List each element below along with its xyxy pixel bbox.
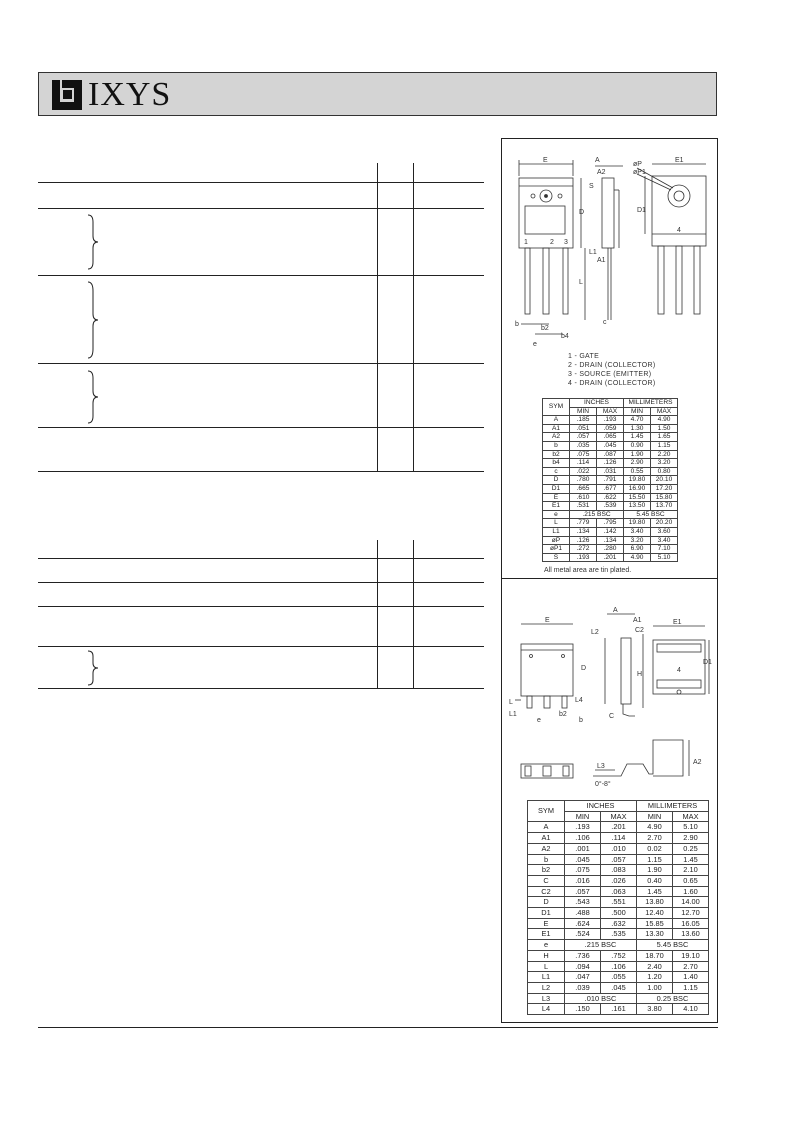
value-cell: .531	[570, 502, 597, 511]
package1-outline-drawing	[505, 150, 715, 350]
value-cell: 2.90	[673, 833, 709, 844]
value-cell: .134	[597, 536, 624, 545]
value-cell: 17.20	[651, 484, 678, 493]
min-max-header: MIN	[570, 407, 597, 416]
value-cell: 1.40	[673, 972, 709, 983]
brace-icon	[86, 370, 100, 424]
dim-e: e	[533, 341, 537, 348]
value-cell: 4.90	[624, 553, 651, 562]
value-cell: .185	[570, 416, 597, 425]
table-row	[543, 545, 678, 554]
sym-cell: L1	[543, 527, 570, 536]
table-row	[528, 940, 709, 951]
value-cell: 1.45	[673, 854, 709, 865]
value-cell: .051	[570, 424, 597, 433]
dim-L2: L2	[591, 629, 599, 636]
value-cell: .193	[565, 822, 601, 833]
value-cell: 4.70	[624, 416, 651, 425]
value-cell: 1.45	[637, 886, 673, 897]
table-row	[543, 519, 678, 528]
value-cell: .779	[570, 519, 597, 528]
value-cell: .094	[565, 961, 601, 972]
value-cell: .539	[597, 502, 624, 511]
sym-header: SYM	[528, 801, 565, 822]
bsc-value-cell: .215 BSC	[565, 940, 637, 951]
unit-group-header: MILLIMETERS	[637, 801, 709, 812]
sym-cell: e	[528, 940, 565, 951]
min-max-header: MAX	[651, 407, 678, 416]
value-cell: 13.30	[637, 929, 673, 940]
value-cell: .551	[601, 897, 637, 908]
table-header-row	[543, 399, 678, 408]
value-cell: 1.15	[637, 854, 673, 865]
table-row	[528, 972, 709, 983]
table-row	[528, 961, 709, 972]
value-cell: .001	[565, 843, 601, 854]
sym-cell: D1	[528, 908, 565, 919]
value-cell: 15.85	[637, 918, 673, 929]
ixys-logo-mark-icon	[52, 80, 82, 110]
value-cell: .075	[565, 865, 601, 876]
dim-A1: A1	[597, 257, 606, 264]
value-cell: 3.20	[624, 536, 651, 545]
value-cell: 3.80	[637, 1004, 673, 1015]
value-cell: .106	[565, 833, 601, 844]
value-cell: 7.10	[651, 545, 678, 554]
table-row	[528, 929, 709, 940]
dim-A2: A2	[693, 759, 702, 766]
sym-cell: A1	[528, 833, 565, 844]
value-cell: .780	[570, 476, 597, 485]
value-cell: 2.70	[673, 961, 709, 972]
brace-icon	[86, 214, 100, 270]
ixys-logo	[52, 78, 171, 112]
value-cell: .632	[601, 918, 637, 929]
table-row	[543, 459, 678, 468]
bsc-value-cell: 5.45 BSC	[637, 940, 709, 951]
value-cell: .016	[565, 875, 601, 886]
value-cell: 1.45	[624, 433, 651, 442]
table-row	[543, 424, 678, 433]
value-cell: 0.25	[673, 843, 709, 854]
value-cell: .665	[570, 484, 597, 493]
dim-A: A	[595, 157, 600, 164]
value-cell: .039	[565, 982, 601, 993]
sym-cell: b2	[528, 865, 565, 876]
value-cell: .677	[597, 484, 624, 493]
value-cell: .026	[601, 875, 637, 886]
dim-phiP1: øP1	[633, 169, 646, 176]
dim-L3: L3	[597, 763, 605, 770]
value-cell: .524	[565, 929, 601, 940]
pin-legend-item: 4 - DRAIN (COLLECTOR)	[568, 380, 656, 387]
value-cell: .142	[597, 527, 624, 536]
value-cell: .201	[601, 822, 637, 833]
dim-angle: 0°-8°	[595, 781, 611, 788]
sym-cell: H	[528, 950, 565, 961]
value-cell: 19.80	[624, 476, 651, 485]
bsc-value-cell: 5.45 BSC	[624, 510, 678, 519]
pin-4-label: 4	[677, 667, 681, 674]
value-cell: 1.30	[624, 424, 651, 433]
table-row	[543, 416, 678, 425]
dim-L: L	[509, 699, 513, 706]
table-row	[528, 982, 709, 993]
table-row	[543, 433, 678, 442]
bsc-value-cell: .010 BSC	[565, 993, 637, 1004]
value-cell: .057	[601, 854, 637, 865]
min-max-header: MAX	[673, 811, 709, 822]
value-cell: 1.60	[673, 886, 709, 897]
dim-E1: E1	[673, 619, 682, 626]
dim-b2: b2	[541, 325, 549, 332]
min-max-header: MAX	[601, 811, 637, 822]
value-cell: .161	[601, 1004, 637, 1015]
brand-name: IXYS	[88, 76, 172, 113]
value-cell: .031	[597, 467, 624, 476]
dim-C: C	[609, 713, 615, 720]
sym-cell: c	[543, 467, 570, 476]
value-cell: 0.90	[624, 441, 651, 450]
table-row	[543, 553, 678, 562]
sym-cell: b	[543, 441, 570, 450]
pin-legend-item: 2 - DRAIN (COLLECTOR)	[568, 362, 656, 369]
plating-note: All metal area are tin plated.	[544, 567, 632, 574]
dim-A1: A1	[633, 617, 642, 624]
value-cell: .610	[570, 493, 597, 502]
value-cell: 16.90	[624, 484, 651, 493]
sym-cell: E1	[528, 929, 565, 940]
dim-b: b	[579, 717, 583, 724]
value-cell: .795	[597, 519, 624, 528]
sym-cell: L4	[528, 1004, 565, 1015]
value-cell: .280	[597, 545, 624, 554]
value-cell: 20.10	[651, 476, 678, 485]
value-cell: .045	[565, 854, 601, 865]
dim-A: A	[613, 607, 618, 614]
sym-cell: D	[543, 476, 570, 485]
value-cell: 13.60	[673, 929, 709, 940]
value-cell: 2.10	[673, 865, 709, 876]
min-max-header: MIN	[637, 811, 673, 822]
table-header-row	[528, 801, 709, 812]
sym-cell: C	[528, 875, 565, 886]
dim-phiP: øP	[633, 161, 642, 168]
dim-L: L	[579, 279, 583, 286]
sym-cell: A	[528, 822, 565, 833]
sym-cell: øP1	[543, 545, 570, 554]
sym-cell: L	[543, 519, 570, 528]
value-cell: .035	[570, 441, 597, 450]
sym-cell: L2	[528, 982, 565, 993]
sym-cell: L3	[528, 993, 565, 1004]
brace-icon	[86, 281, 100, 359]
value-cell: .057	[570, 433, 597, 442]
dim-L4: L4	[575, 697, 583, 704]
value-cell: 3.20	[651, 459, 678, 468]
value-cell: 3.60	[651, 527, 678, 536]
value-cell: 2.70	[637, 833, 673, 844]
unit-group-header: INCHES	[570, 399, 624, 408]
value-cell: .193	[570, 553, 597, 562]
value-cell: .535	[601, 929, 637, 940]
footer-rule	[38, 1027, 718, 1028]
value-cell: 5.10	[673, 822, 709, 833]
value-cell: .022	[570, 467, 597, 476]
value-cell: .201	[597, 553, 624, 562]
value-cell: 2.90	[624, 459, 651, 468]
dim-D1: D1	[703, 659, 712, 666]
sym-cell: A1	[543, 424, 570, 433]
dim-E: E	[545, 617, 550, 624]
value-cell: 0.65	[673, 875, 709, 886]
value-cell: .055	[601, 972, 637, 983]
value-cell: .087	[597, 450, 624, 459]
sym-cell: D1	[543, 484, 570, 493]
sym-header: SYM	[543, 399, 570, 416]
value-cell: 2.40	[637, 961, 673, 972]
dim-E: E	[543, 157, 548, 164]
value-cell: .047	[565, 972, 601, 983]
package2-dimension-table	[527, 800, 709, 1015]
table-row	[543, 467, 678, 476]
min-max-header: MIN	[565, 811, 601, 822]
min-max-header: MIN	[624, 407, 651, 416]
value-cell: 3.40	[651, 536, 678, 545]
value-cell: 1.50	[651, 424, 678, 433]
value-cell: 16.05	[673, 918, 709, 929]
dim-A2: A2	[597, 169, 606, 176]
value-cell: 1.20	[637, 972, 673, 983]
value-cell: 15.80	[651, 493, 678, 502]
value-cell: 14.00	[673, 897, 709, 908]
value-cell: 3.40	[624, 527, 651, 536]
dim-D1: D1	[637, 207, 646, 214]
sym-cell: b4	[543, 459, 570, 468]
table-row	[528, 875, 709, 886]
value-cell: .543	[565, 897, 601, 908]
value-cell: .083	[601, 865, 637, 876]
sym-cell: E	[543, 493, 570, 502]
sym-cell: D	[528, 897, 565, 908]
value-cell: .791	[597, 476, 624, 485]
dim-b4: b4	[561, 333, 569, 340]
value-cell: 6.90	[624, 545, 651, 554]
table-row	[528, 897, 709, 908]
value-cell: .134	[570, 527, 597, 536]
value-cell: 13.50	[624, 502, 651, 511]
value-cell: .752	[601, 950, 637, 961]
table-row	[528, 843, 709, 854]
pin-1-label: 1	[524, 239, 528, 246]
sym-cell: E	[528, 918, 565, 929]
dim-E1: E1	[675, 157, 684, 164]
value-cell: .150	[565, 1004, 601, 1015]
sym-cell: S	[543, 553, 570, 562]
table-row	[543, 476, 678, 485]
table-row	[528, 854, 709, 865]
table-row	[543, 527, 678, 536]
pin-legend-item: 1 - GATE	[568, 353, 600, 360]
dim-H: H	[637, 671, 643, 678]
unit-group-header: INCHES	[565, 801, 637, 812]
value-cell: 20.20	[651, 519, 678, 528]
value-cell: 1.00	[637, 982, 673, 993]
value-cell: 4.90	[637, 822, 673, 833]
dim-e: e	[537, 717, 541, 724]
value-cell: 18.70	[637, 950, 673, 961]
table-row	[528, 908, 709, 919]
table-row	[528, 950, 709, 961]
value-cell: .063	[601, 886, 637, 897]
value-cell: .500	[601, 908, 637, 919]
value-cell: 12.40	[637, 908, 673, 919]
pin-legend	[568, 352, 655, 388]
dim-L1: L1	[589, 249, 597, 256]
dim-D: D	[579, 209, 585, 216]
table-row	[528, 822, 709, 833]
sym-cell: A2	[528, 843, 565, 854]
table-row	[528, 1004, 709, 1015]
bsc-value-cell: .215 BSC	[570, 510, 624, 519]
dim-c: c	[603, 319, 607, 326]
sym-cell: b2	[543, 450, 570, 459]
table-row	[528, 833, 709, 844]
value-cell: 1.15	[651, 441, 678, 450]
package1-dimension-table	[542, 398, 678, 562]
value-cell: 0.80	[651, 467, 678, 476]
unit-group-header: MILLIMETERS	[624, 399, 678, 408]
value-cell: .106	[601, 961, 637, 972]
table-row	[528, 865, 709, 876]
value-cell: 4.10	[673, 1004, 709, 1015]
table-row	[528, 886, 709, 897]
dim-b: b	[515, 321, 519, 328]
value-cell: 13.80	[637, 897, 673, 908]
value-cell: .488	[565, 908, 601, 919]
dim-D: D	[581, 665, 587, 672]
value-cell: .736	[565, 950, 601, 961]
value-cell: 1.15	[673, 982, 709, 993]
table-row	[528, 918, 709, 929]
sym-cell: L	[528, 961, 565, 972]
value-cell: .045	[601, 982, 637, 993]
value-cell: 4.90	[651, 416, 678, 425]
value-cell: 5.10	[651, 553, 678, 562]
sym-cell: b	[528, 854, 565, 865]
dim-C2: C2	[635, 627, 644, 634]
sym-cell: L1	[528, 972, 565, 983]
dim-L1: L1	[509, 711, 517, 718]
sym-cell: e	[543, 510, 570, 519]
table-row	[543, 510, 678, 519]
table-row	[543, 536, 678, 545]
dim-S: S	[589, 183, 594, 190]
sym-cell: C2	[528, 886, 565, 897]
table-row	[543, 502, 678, 511]
value-cell: .045	[597, 441, 624, 450]
value-cell: .272	[570, 545, 597, 554]
value-cell: 0.02	[637, 843, 673, 854]
package2-outline-drawing	[503, 604, 715, 794]
value-cell: .075	[570, 450, 597, 459]
value-cell: .193	[597, 416, 624, 425]
dim-b2: b2	[559, 711, 567, 718]
brace-icon	[86, 650, 100, 686]
value-cell: 2.20	[651, 450, 678, 459]
value-cell: 15.50	[624, 493, 651, 502]
sym-cell: A2	[543, 433, 570, 442]
table-row	[543, 450, 678, 459]
value-cell: 13.70	[651, 502, 678, 511]
value-cell: 19.10	[673, 950, 709, 961]
value-cell: 1.90	[637, 865, 673, 876]
sym-cell: A	[543, 416, 570, 425]
value-cell: .010	[601, 843, 637, 854]
bsc-value-cell: 0.25 BSC	[637, 993, 709, 1004]
value-cell: .622	[597, 493, 624, 502]
min-max-header: MAX	[597, 407, 624, 416]
pin-4-label: 4	[677, 227, 681, 234]
sym-cell: øP	[543, 536, 570, 545]
value-cell: .057	[565, 886, 601, 897]
value-cell: 19.80	[624, 519, 651, 528]
value-cell: .114	[601, 833, 637, 844]
value-cell: 0.40	[637, 875, 673, 886]
table-row	[528, 993, 709, 1004]
pin-legend-item: 3 - SOURCE (EMITTER)	[568, 371, 652, 378]
panel-divider	[501, 578, 718, 579]
value-cell: .065	[597, 433, 624, 442]
table-row	[543, 493, 678, 502]
value-cell: 1.90	[624, 450, 651, 459]
value-cell: .126	[597, 459, 624, 468]
value-cell: 1.65	[651, 433, 678, 442]
value-cell: .624	[565, 918, 601, 929]
value-cell: .126	[570, 536, 597, 545]
value-cell: .114	[570, 459, 597, 468]
value-cell: .059	[597, 424, 624, 433]
table-row	[543, 441, 678, 450]
value-cell: 0.55	[624, 467, 651, 476]
pin-3-label: 3	[564, 239, 568, 246]
pin-2-label: 2	[550, 239, 554, 246]
value-cell: 12.70	[673, 908, 709, 919]
table-row	[543, 484, 678, 493]
sym-cell: E1	[543, 502, 570, 511]
